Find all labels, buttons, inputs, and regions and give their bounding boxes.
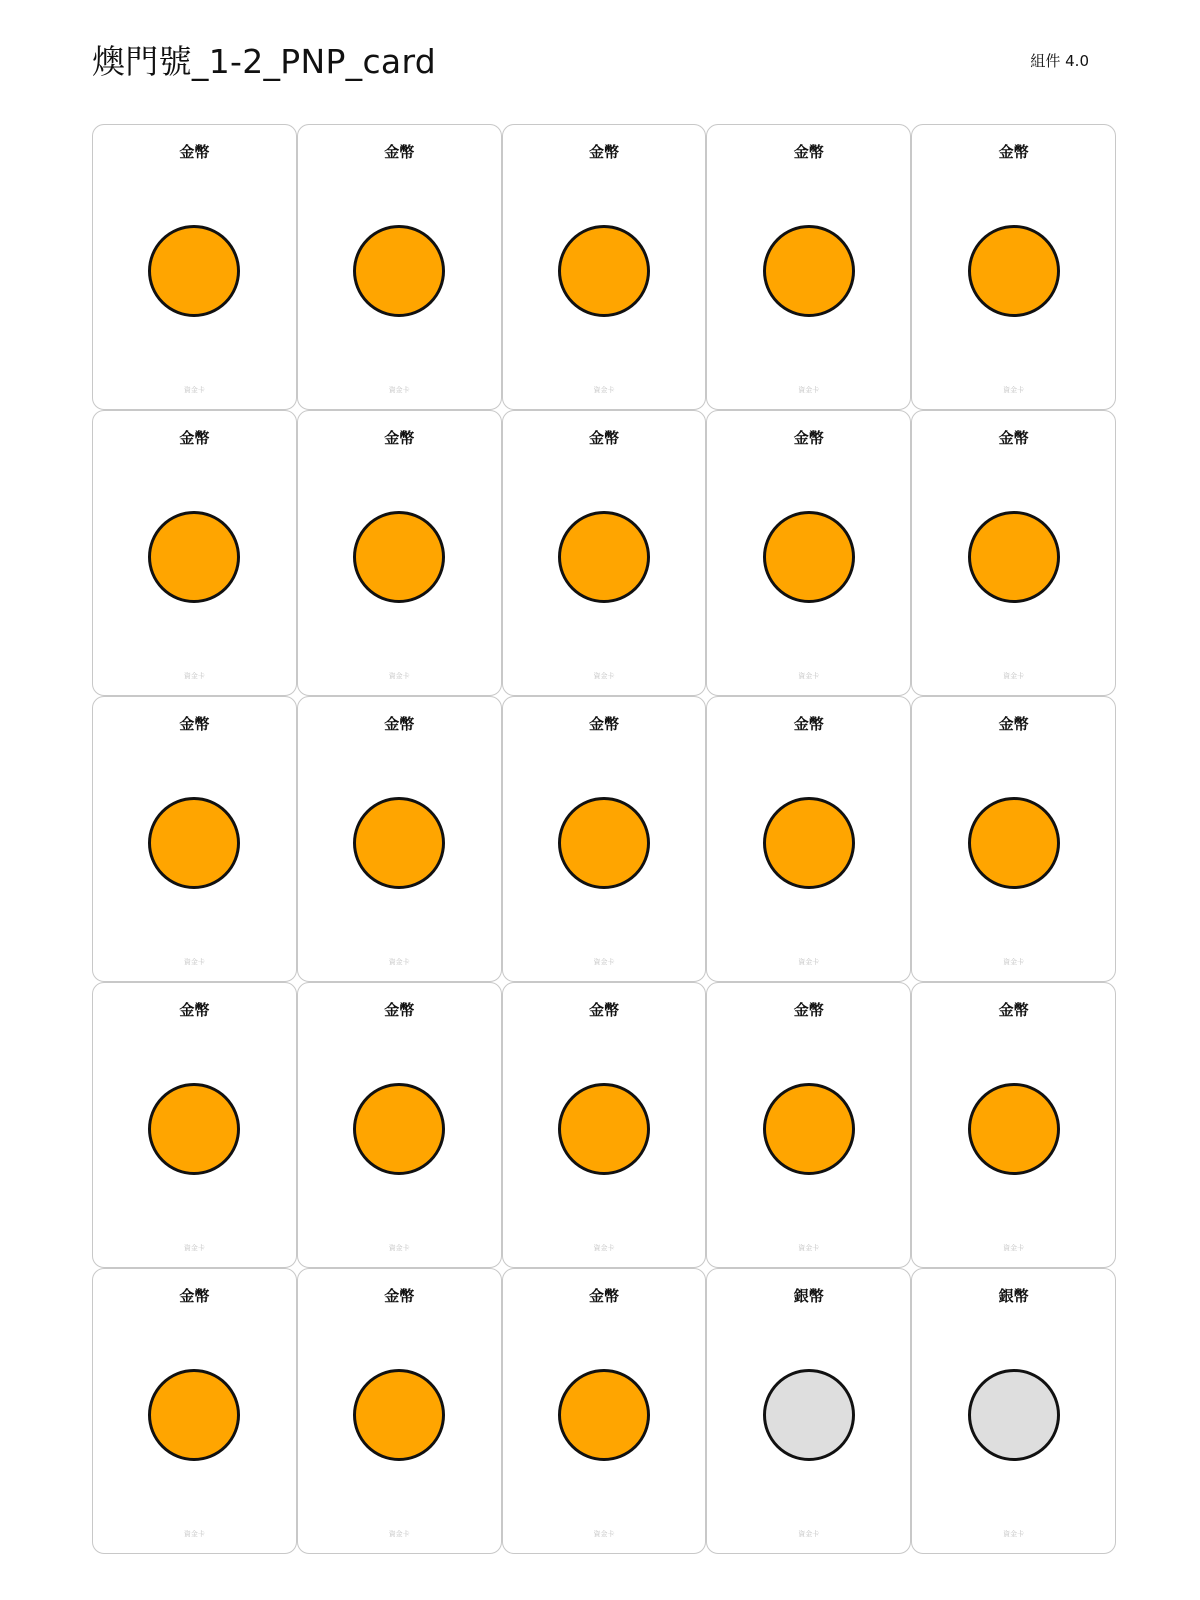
card-title: 銀幣	[793, 1287, 824, 1305]
card-footer-text: 資金卡	[798, 1244, 820, 1252]
card-title: 金幣	[179, 143, 210, 161]
gold-coin-icon	[968, 1083, 1060, 1175]
card-title: 金幣	[179, 1001, 210, 1019]
coin-card	[502, 696, 707, 982]
card-title: 金幣	[998, 429, 1029, 447]
card-footer-text: 資金卡	[798, 672, 820, 680]
gold-coin-icon	[353, 1083, 445, 1175]
gold-coin-icon	[968, 511, 1060, 603]
coin-card	[706, 124, 911, 410]
card-title: 金幣	[384, 1001, 415, 1019]
gold-coin-icon	[558, 797, 650, 889]
gold-coin-icon	[353, 797, 445, 889]
coin-card	[297, 696, 502, 982]
coin-card	[92, 696, 297, 982]
card-title: 銀幣	[998, 1287, 1029, 1305]
card-title: 金幣	[384, 429, 415, 447]
card-footer-text: 資金卡	[593, 1530, 615, 1538]
card-title: 金幣	[793, 715, 824, 733]
card-title: 金幣	[588, 1001, 619, 1019]
coin-card	[297, 1268, 502, 1554]
gold-coin-icon	[558, 225, 650, 317]
coin-card	[502, 410, 707, 696]
card-footer-text: 資金卡	[1003, 958, 1025, 966]
card-footer-text: 資金卡	[183, 1530, 205, 1538]
coin-card	[92, 124, 297, 410]
gold-coin-icon	[148, 1369, 240, 1461]
gold-coin-icon	[353, 225, 445, 317]
card-sheet-grid	[92, 124, 1116, 1554]
card-footer-text: 資金卡	[388, 1530, 410, 1538]
card-footer-text: 資金卡	[593, 386, 615, 394]
card-footer-text: 資金卡	[388, 386, 410, 394]
card-footer-text: 資金卡	[593, 958, 615, 966]
coin-card	[911, 696, 1116, 982]
card-title: 金幣	[588, 429, 619, 447]
card-title: 金幣	[384, 715, 415, 733]
card-footer-text: 資金卡	[1003, 672, 1025, 680]
card-title: 金幣	[998, 715, 1029, 733]
coin-card	[911, 124, 1116, 410]
card-title: 金幣	[588, 715, 619, 733]
coin-card	[911, 410, 1116, 696]
version-label: 組件 4.0	[1030, 52, 1089, 70]
gold-coin-icon	[148, 511, 240, 603]
silver-coin-icon	[763, 1369, 855, 1461]
gold-coin-icon	[148, 797, 240, 889]
gold-coin-icon	[148, 1083, 240, 1175]
coin-card	[706, 982, 911, 1268]
coin-card	[911, 982, 1116, 1268]
gold-coin-icon	[353, 511, 445, 603]
card-footer-text: 資金卡	[1003, 1530, 1025, 1538]
coin-card	[92, 410, 297, 696]
card-title: 金幣	[998, 1001, 1029, 1019]
card-footer-text: 資金卡	[1003, 386, 1025, 394]
card-title: 金幣	[998, 143, 1029, 161]
card-footer-text: 資金卡	[388, 672, 410, 680]
card-footer-text: 資金卡	[183, 672, 205, 680]
card-title: 金幣	[793, 1001, 824, 1019]
card-title: 金幣	[384, 1287, 415, 1305]
card-title: 金幣	[793, 429, 824, 447]
coin-card	[502, 124, 707, 410]
card-footer-text: 資金卡	[593, 672, 615, 680]
coin-card	[297, 410, 502, 696]
gold-coin-icon	[558, 1369, 650, 1461]
card-footer-text: 資金卡	[388, 958, 410, 966]
gold-coin-icon	[763, 797, 855, 889]
card-footer-text: 資金卡	[798, 1530, 820, 1538]
card-footer-text: 資金卡	[1003, 1244, 1025, 1252]
gold-coin-icon	[148, 225, 240, 317]
card-footer-text: 資金卡	[798, 386, 820, 394]
card-footer-text: 資金卡	[798, 958, 820, 966]
card-footer-text: 資金卡	[183, 386, 205, 394]
coin-card	[297, 982, 502, 1268]
coin-card	[706, 1268, 911, 1554]
gold-coin-icon	[968, 225, 1060, 317]
card-title: 金幣	[588, 1287, 619, 1305]
gold-coin-icon	[763, 511, 855, 603]
gold-coin-icon	[558, 1083, 650, 1175]
coin-card	[706, 410, 911, 696]
coin-card	[297, 124, 502, 410]
card-title: 金幣	[384, 143, 415, 161]
coin-card	[502, 1268, 707, 1554]
card-footer-text: 資金卡	[593, 1244, 615, 1252]
card-title: 金幣	[179, 429, 210, 447]
coin-card	[502, 982, 707, 1268]
gold-coin-icon	[763, 225, 855, 317]
gold-coin-icon	[558, 511, 650, 603]
gold-coin-icon	[763, 1083, 855, 1175]
gold-coin-icon	[353, 1369, 445, 1461]
card-footer-text: 資金卡	[183, 1244, 205, 1252]
coin-card	[706, 696, 911, 982]
coin-card	[92, 982, 297, 1268]
card-footer-text: 資金卡	[183, 958, 205, 966]
coin-card	[911, 1268, 1116, 1554]
silver-coin-icon	[968, 1369, 1060, 1461]
card-title: 金幣	[179, 1287, 210, 1305]
gold-coin-icon	[968, 797, 1060, 889]
coin-card	[92, 1268, 297, 1554]
card-title: 金幣	[588, 143, 619, 161]
card-footer-text: 資金卡	[388, 1244, 410, 1252]
page-title: 燠門號_1-2_PNP_card	[92, 42, 436, 81]
card-title: 金幣	[179, 715, 210, 733]
card-title: 金幣	[793, 143, 824, 161]
